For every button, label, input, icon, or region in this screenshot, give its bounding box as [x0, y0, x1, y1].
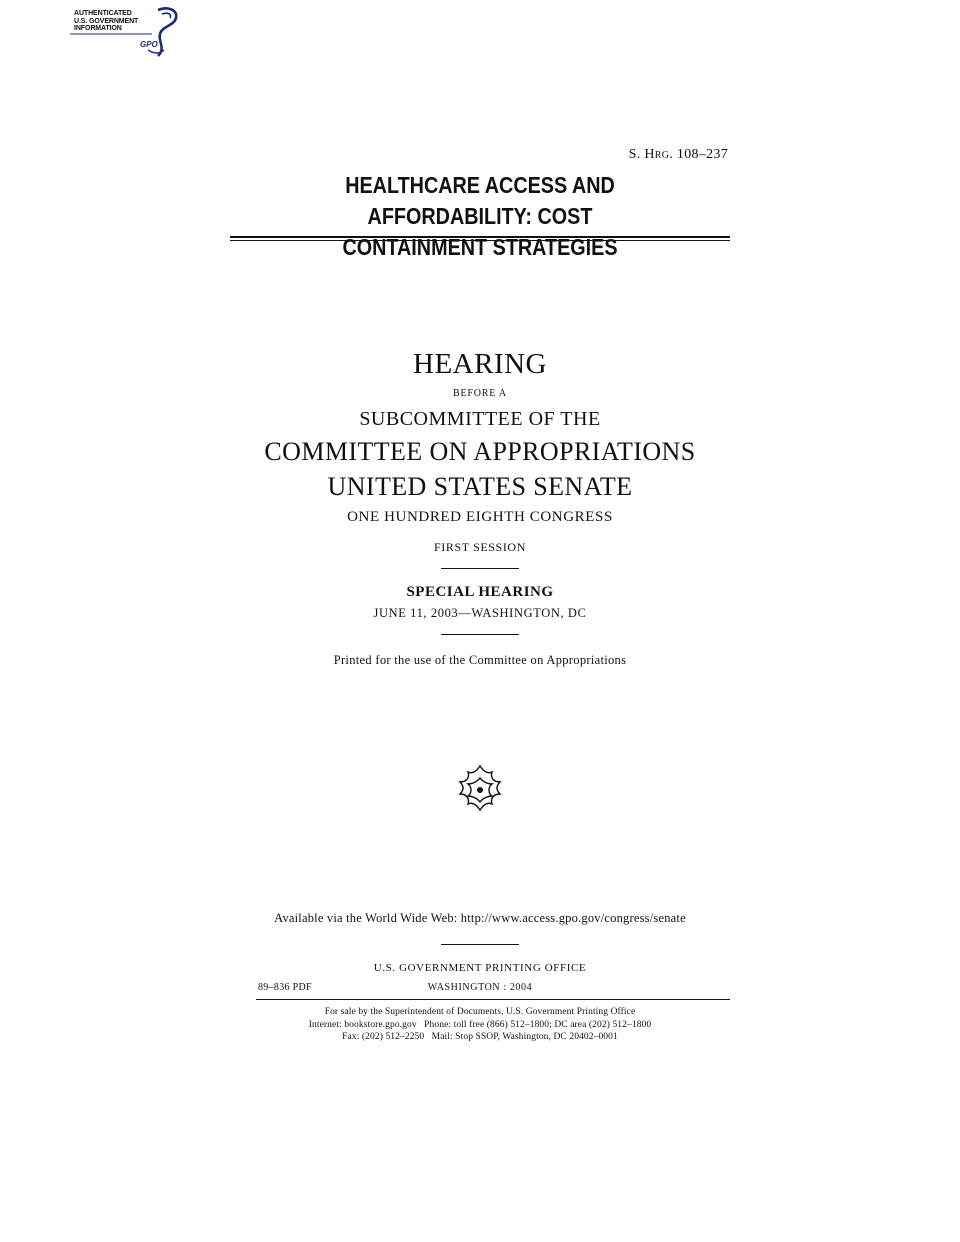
hearing-number	[629, 147, 728, 163]
subcommittee-label: SUBCOMMITTEE OF THE	[359, 408, 601, 430]
printer-ornament-icon	[450, 760, 510, 820]
sale-line-1: For sale by the Superintendent of Documents, U.S. Government Printing Office	[324, 1007, 636, 1017]
sale-line-2: Internet: bookstore.gpo.gov Phone: toll free (866) 512–1800; DC area (202) 512–1800	[308, 1020, 652, 1030]
hearing-number-hrg: Hrg.	[644, 147, 674, 162]
sale-line-3: Fax: (202) 512–2250 Mail: Stop SSOP, Washington, DC 20402–0001	[342, 1032, 618, 1042]
hearing-date: JUNE 11, 2003—WASHINGTON, DC	[373, 606, 587, 620]
web-availability: Available via the World Wide Web: http://www.access.gpo.gov/congress/senate	[274, 911, 686, 925]
pdf-number: 89–836 PDF	[258, 982, 312, 993]
hearing-number-prefix: S.	[628, 147, 641, 162]
imprint-place-date: WASHINGTON : 2004	[427, 982, 533, 993]
divider-rule-2	[441, 634, 519, 635]
divider-rule-1	[441, 568, 519, 569]
gpo-authentication-seal	[62, 4, 182, 60]
before-label: BEFORE A	[453, 388, 507, 399]
imprint-rule	[256, 999, 730, 1000]
printing-office: U.S. GOVERNMENT PRINTING OFFICE	[373, 962, 587, 974]
hearing-number-value: 108–237	[676, 147, 728, 162]
divider-rule-3	[441, 944, 519, 945]
title-line-1: HEALTHCARE ACCESS AND AFFORDABILITY: COST	[345, 172, 615, 229]
congress-label: ONE HUNDRED EIGHTH CONGRESS	[347, 509, 613, 525]
hearing-label: HEARING	[413, 348, 547, 380]
seal-gpo-mark: GPO	[140, 40, 158, 49]
senate-label: UNITED STATES SENATE	[327, 472, 633, 501]
seal-line-2: U.S. GOVERNMENT	[74, 17, 139, 25]
title-rule-thin	[230, 240, 730, 241]
session-label: FIRST SESSION	[434, 540, 526, 554]
committee-name: COMMITTEE ON APPROPRIATIONS	[264, 437, 696, 466]
document-title	[265, 170, 695, 263]
seal-line-3: INFORMATION	[74, 25, 122, 32]
title-rule-thick	[230, 236, 730, 238]
special-hearing-label: SPECIAL HEARING	[406, 584, 554, 600]
seal-line-1: AUTHENTICATED	[74, 10, 132, 17]
title-line-2: CONTAINMENT STRATEGIES	[342, 234, 618, 260]
printed-note: Printed for the use of the Committee on Appropriations	[333, 653, 627, 667]
